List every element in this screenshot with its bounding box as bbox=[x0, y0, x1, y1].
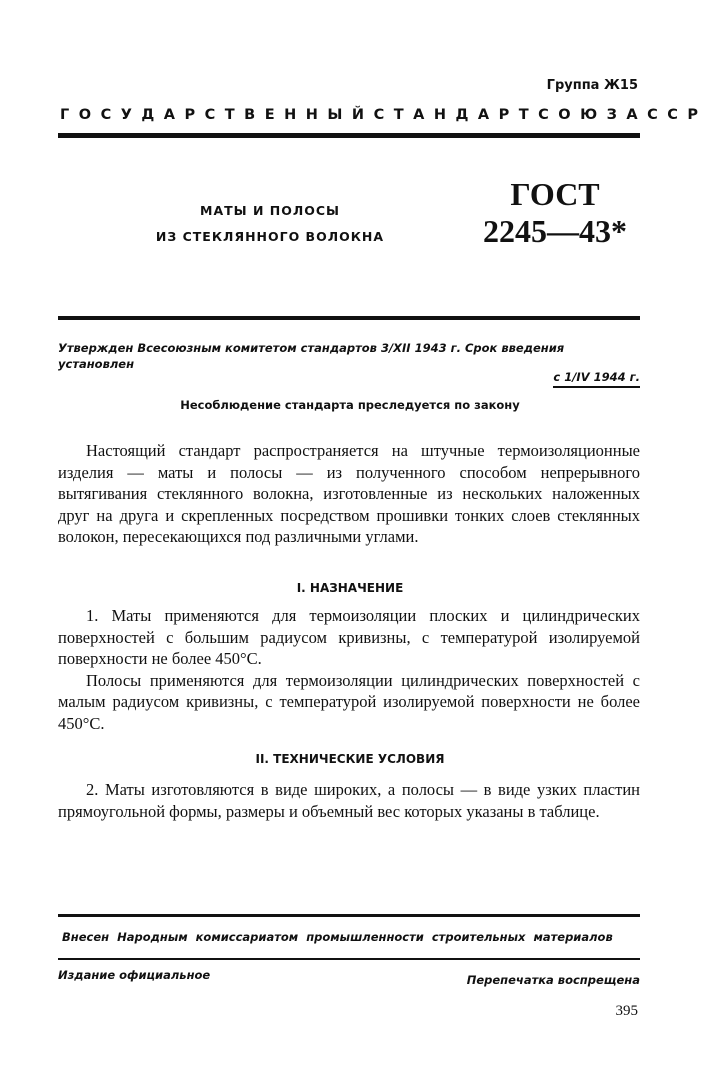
section-heading-technical: II. ТЕХНИЧЕСКИЕ УСЛОВИЯ bbox=[255, 752, 445, 766]
document-title-line2: ИЗ СТЕКЛЯННОГО ВОЛОКНА bbox=[155, 229, 385, 244]
document-title-line1: МАТЫ И ПОЛОСЫ bbox=[200, 203, 340, 218]
header-rule bbox=[58, 133, 640, 138]
intro-paragraph bbox=[58, 440, 640, 548]
banner-word-4: ССР bbox=[647, 107, 708, 123]
technical-paragraph-1: 2. Маты изготовляются в виде широких, а полосы — в виде узких пластин прямоугольной формы, размеры и объемный вес которых указаны в таблице. bbox=[58, 780, 640, 821]
purpose-paragraph-2: Полосы применяются для термоизоляции цилиндрических поверхностей с малым радиусом кривизны, с температурой изолируемой поверхности не более 450°С. bbox=[58, 670, 640, 733]
effective-date: с 1/IV 1944 г. bbox=[553, 370, 640, 388]
intro-text: Настоящий стандарт распространяется на штучные термоизоляционные изделия — маты и полосы — из полученного способом непрерывного вытягивания стеклянного волокна, изготовленные из нескольких наложенных друг на друга и скрепленных посредством прошивки тонких слоев стеклянных волокон, пересекающихся под различными углами. bbox=[58, 441, 640, 546]
banner-word-2: СТАНДАРТ bbox=[373, 107, 539, 123]
group-code: Группа Ж15 bbox=[546, 78, 638, 93]
gost-label: ГОСТ bbox=[510, 176, 600, 212]
footer-rule-top bbox=[58, 914, 640, 917]
approval-text bbox=[58, 340, 640, 372]
page-number: 395 bbox=[615, 1003, 638, 1019]
section-purpose-body bbox=[58, 605, 640, 734]
section-technical-body bbox=[58, 779, 640, 822]
approval-statement: Утвержден Всесоюзным комитетом стандартов 3/XII 1943 г. Срок введения установлен bbox=[58, 341, 565, 371]
gost-number: 2245—43* bbox=[483, 213, 627, 249]
state-standard-banner bbox=[60, 107, 708, 123]
footer-rule-bottom bbox=[58, 958, 640, 960]
purpose-paragraph-1: 1. Маты применяются для термоизоляции плоских и цилиндрических поверхностей с большим радиусом кривизны, с температурой изолируемой поверхности не более 450°С. bbox=[58, 606, 640, 668]
edition-label: Издание официальное bbox=[58, 968, 211, 982]
submitted-by: Внесен Народным комиссариатом промышленности строительных материалов bbox=[62, 930, 613, 944]
title-rule bbox=[58, 316, 640, 320]
banner-word-3: СОЮЗА bbox=[538, 107, 648, 123]
section-heading-purpose: I. НАЗНАЧЕНИЕ bbox=[296, 581, 404, 595]
banner-word-1: ГОСУДАРСТВЕННЫЙ bbox=[60, 107, 374, 123]
reprint-notice: Перепечатка воспрещена bbox=[466, 973, 640, 987]
legal-warning: Несоблюдение стандарта преследуется по закону bbox=[180, 398, 520, 412]
